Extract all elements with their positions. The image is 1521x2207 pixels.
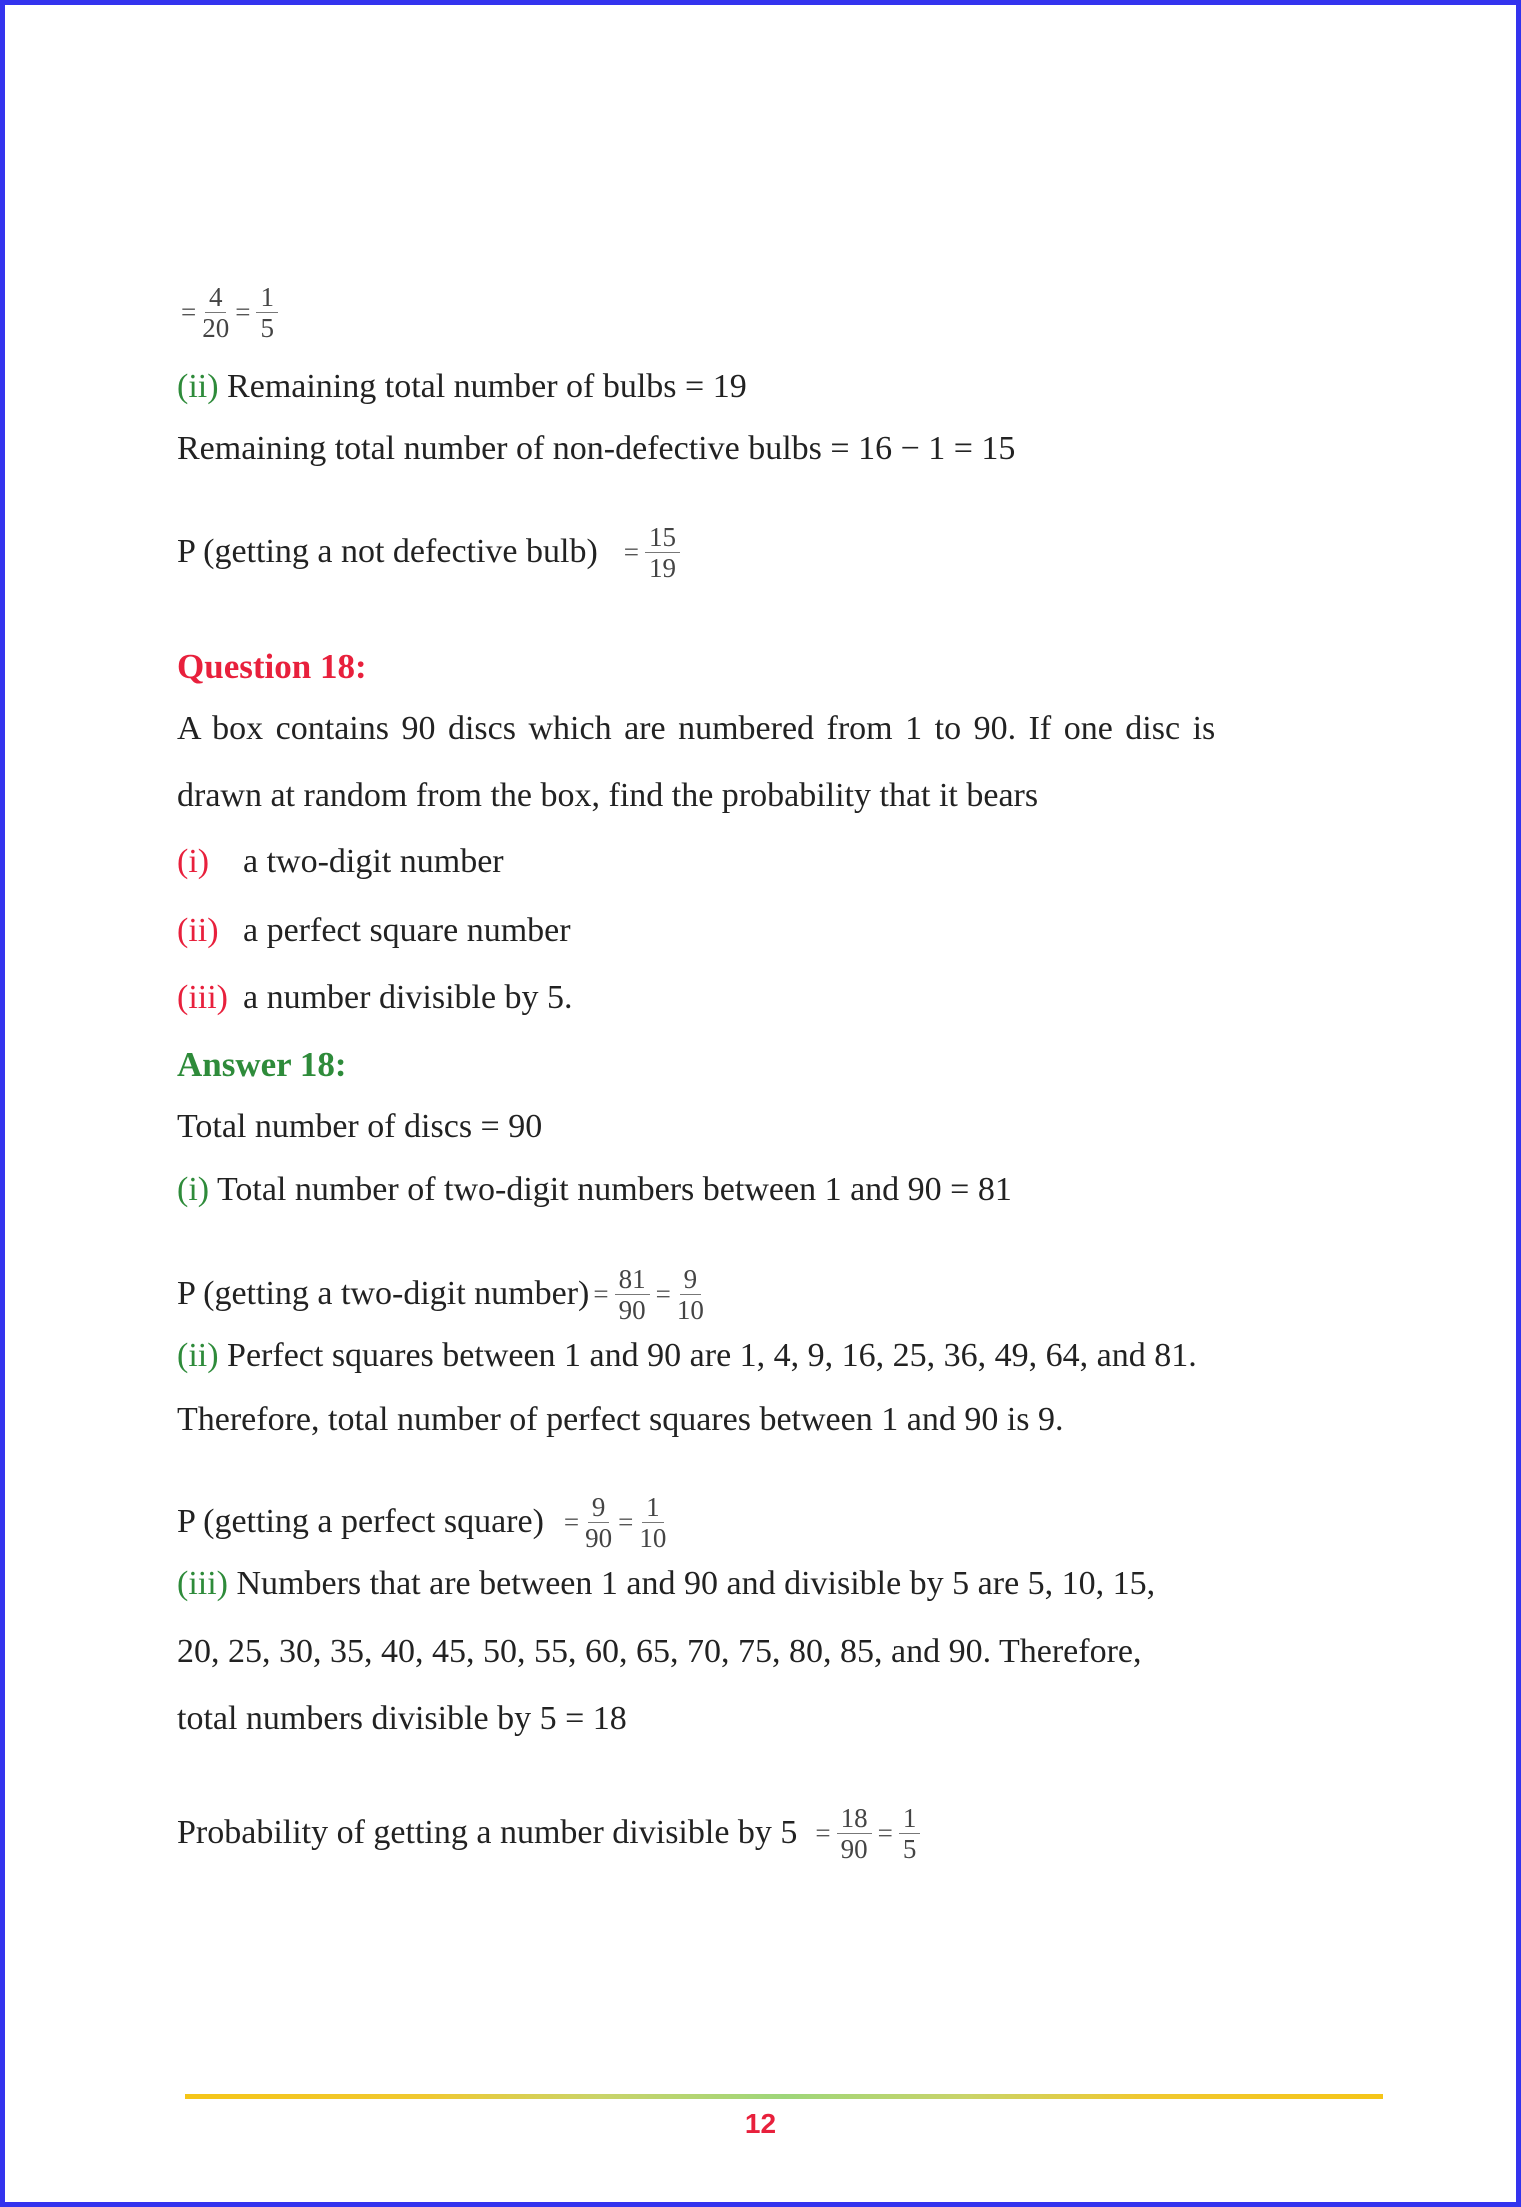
text-line: total numbers divisible by 5 = 18	[177, 1700, 627, 1737]
text: Remaining total number of bulbs = 19	[218, 368, 747, 405]
fraction	[202, 282, 229, 343]
text: P (getting a not defective bulb)	[177, 533, 598, 570]
part-label: (ii)	[177, 1337, 219, 1374]
page-number: 12	[744, 2108, 777, 2139]
item-label: (i)	[177, 843, 210, 880]
numerator: 18	[837, 1803, 872, 1834]
part-label: (ii)	[177, 368, 219, 405]
equals: =	[655, 1279, 671, 1309]
text-line: Total number of discs = 90	[177, 1108, 543, 1145]
fraction	[899, 1803, 921, 1864]
numerator: 15	[645, 522, 680, 553]
part-label: (i)	[177, 1171, 210, 1208]
fraction	[837, 1803, 872, 1864]
probability-line	[177, 1491, 668, 1553]
numerator: 1	[642, 1492, 664, 1523]
item-text: a number divisible by 5.	[243, 979, 573, 1016]
text-line	[177, 365, 747, 409]
text-line	[177, 1334, 1197, 1378]
fraction	[677, 1264, 704, 1325]
equals: =	[593, 1279, 609, 1309]
text-line: Remaining total number of non-defective bulbs = 16 − 1 = 15	[177, 430, 1016, 467]
fraction	[639, 1492, 666, 1553]
numerator: 9	[588, 1492, 610, 1523]
denominator: 20	[202, 312, 230, 343]
equals: =	[181, 297, 197, 327]
text: P (getting a two-digit number)	[177, 1275, 590, 1312]
numerator: 1	[899, 1803, 921, 1834]
text: Numbers that are between 1 and 90 and divisible by 5 are 5, 10, 15,	[227, 1565, 1156, 1602]
text: A box contains 90 discs which are numbered from 1 to 90. If one disc is	[177, 710, 1216, 747]
question-title: Question 18:	[177, 647, 367, 686]
equals: =	[563, 1507, 580, 1537]
fraction	[615, 1264, 650, 1325]
item-label: (iii)	[177, 979, 228, 1016]
text-line: 20, 25, 30, 35, 40, 45, 50, 55, 60, 65, 70, 75, 80, 85, and 90. Therefore,	[177, 1633, 1142, 1670]
footer-divider	[185, 2094, 1383, 2099]
fraction	[256, 282, 278, 343]
item-text: a perfect square number	[243, 912, 571, 949]
text-line: Therefore, total number of perfect squares between 1 and 90 is 9.	[177, 1401, 1064, 1438]
question-item	[177, 840, 504, 884]
answer-title: Answer 18:	[177, 1045, 347, 1084]
text: Perfect squares between 1 and 90 are 1, 4, 9, 16, 25, 36, 49, 64, and 81.	[218, 1337, 1197, 1374]
numerator: 4	[205, 282, 227, 313]
fraction-line	[177, 281, 280, 343]
part-label: (iii)	[177, 1565, 228, 1602]
text-line	[177, 1562, 1155, 1606]
numerator: 9	[680, 1264, 702, 1295]
denominator: 5	[260, 312, 274, 343]
equals: =	[623, 537, 640, 567]
text: Probability of getting a number divisible by 5	[177, 1814, 798, 1851]
question-text	[177, 707, 1347, 751]
probability-line	[177, 521, 682, 583]
item-label: (ii)	[177, 912, 219, 949]
probability-line	[177, 1263, 706, 1325]
numerator: 1	[256, 282, 278, 313]
numerator: 81	[615, 1264, 650, 1295]
question-text: drawn at random from the box, find the probability that it bears	[177, 777, 1039, 814]
denominator: 90	[618, 1294, 646, 1325]
question-item	[177, 976, 573, 1020]
denominator: 10	[676, 1294, 704, 1325]
equals: =	[235, 297, 251, 327]
text-line	[177, 1168, 1012, 1212]
denominator: 90	[840, 1833, 868, 1864]
text: P (getting a perfect square)	[177, 1503, 544, 1540]
equals: =	[815, 1818, 831, 1848]
fraction	[585, 1492, 612, 1553]
probability-line	[177, 1802, 922, 1864]
question-item	[177, 909, 571, 953]
denominator: 5	[902, 1833, 917, 1864]
fraction	[645, 522, 680, 583]
equals: =	[618, 1507, 634, 1537]
denominator: 10	[639, 1522, 667, 1553]
item-text: a two-digit number	[243, 843, 504, 880]
denominator: 90	[585, 1522, 613, 1553]
denominator: 19	[649, 552, 677, 583]
text: Total number of two-digit numbers between 1 and 90 = 81	[209, 1171, 1012, 1208]
equals: =	[877, 1818, 893, 1848]
